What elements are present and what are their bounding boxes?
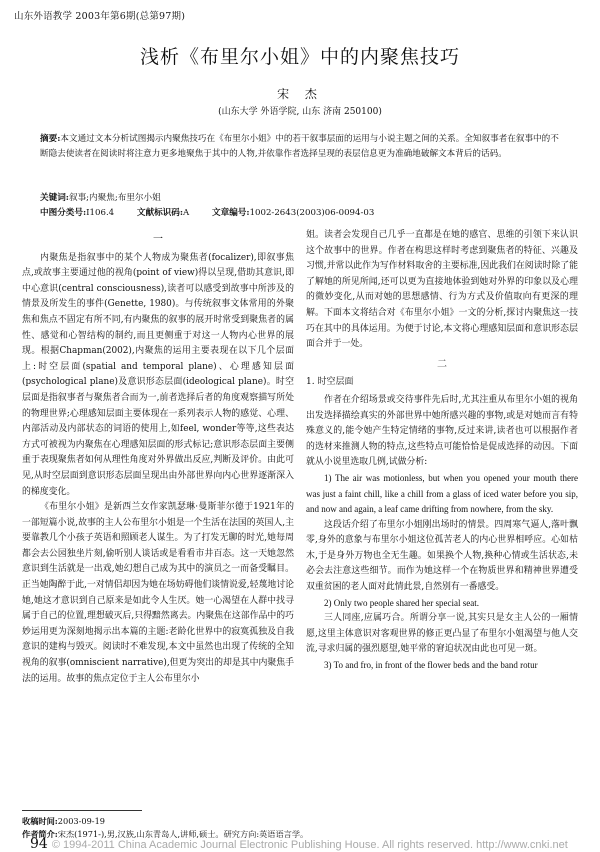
footnote-divider — [22, 810, 142, 811]
watermark-text: © 1994-2011 China Academic Journal Electronic Publishing House. All rights reserved. http://www.cnki.net — [51, 839, 568, 851]
classification-line — [40, 206, 560, 220]
article-number-label: 文章编号: — [212, 208, 250, 218]
article-title: 浅析《布里尔小姐》中的内聚焦技巧 — [139, 46, 460, 68]
paragraph: 三人同座,应属巧合。所谓分享一说,其实只是女主人公的一厢情愿,这里主体意识对客观世界的修正更凸显了布里尔小姐渴望与他人交流,寻求归属的强烈愿望,她平常的窘迫状况由此也可见一斑。 — [306, 613, 578, 655]
author-name: 宋 杰 — [277, 87, 323, 101]
received-label: 收稿时间: — [22, 816, 58, 826]
author-affiliation: (山东大学 外语学院, 山东 济南 250100) — [218, 107, 382, 117]
paragraph: 内聚焦是指叙事中的某个人物成为聚焦者(focalizer),即叙事焦点,或故事主要通过他的视角(point of view)得以呈现,借助其意识,即中心意识(central consciousness),读者可以感受到故事中所涉及的情景及所发生的事件(Genette, 1980)。与传统叙事文体常用的外聚焦和焦点不固定有所不同,有内聚焦的叙事的展开时常受到聚焦者的属性、感觉和心智结构的制约,而且更侧重于对这一人物内心世界的展现。根据Chapman(2002),内聚焦的运用主要表现在以下几个层面上:时空层面(spatial and temporal plane)、心理感知层面(psychological plane)及意识形态层面(ideological plane)。时空层面是指叙事者与聚焦者合而为一,前者选择后者的角度观察描写所处的物理世界;心理感知层面主要体现在一系列表示人物的感觉、心理、内部活动及内部状态的词语的使用上,如feel, wonder等等,这些表达方式可被视为内聚焦在心理感知层面的形式标记;意识形态层面主要侧重于表现聚焦者如何从理性角度对外界做出反应,判断及评价。由此可见,从时空层面到意识形态层面呈现出由外部世界向内心世界逐渐深入的梯度变化。 — [22, 252, 294, 497]
paragraph: 《布里尔小姐》是新西兰女作家凯瑟琳·曼斯菲尔德于1921年的一部短篇小说,故事的主人公布里尔小姐是一个生活在法国的英国人,主要靠教几个小孩子英语和照顾老人谋生。为了打发无聊的时光,她每周都会去公园独坐片刻,偷听别人谈话或是看看市井百态。这一天她忽然意识到生活就是一出戏,她幻想自己成为其中的演员之一而备受瞩目。正当她陶醉于此,一对情侣却因为她在场妨碍他们谈情说爱,轻蔑地讨论她,她这才意识到自己原来是如此令人生厌。她一心渴望在人群中找寻属于自己的位置,理想破灭后,只得黯然离去。内聚焦在这部作品中的巧妙运用更为深刻地揭示出本篇的主题:老龄化世界中的寂寞孤独及自我意识的建构与毁灭。阅读时不难发现,本文中虽然也出现了传统的全知视角的叙事(omniscient narrative),但更为突出的却是其中内聚焦手法的运用。故事的焦点定位于主人公布里尔小 — [22, 502, 294, 684]
article-number-value: 1002-2643(2003)06-0094-03 — [249, 208, 375, 218]
quotation-1: 1) The air was motionless, but when you opened your mouth there was just a faint chill, like a chill from a glass of iced water before you sip, and now and again, a leaf came drifting from nowhere, from the sky. — [306, 472, 578, 515]
abstract-label: 摘要: — [40, 134, 61, 144]
subsection-heading: 1. 时空层面 — [306, 377, 354, 388]
paragraph: 这段话介绍了布里尔小姐刚出场时的情景。四周寒气逼人,落叶飘零,身外的意象与布里尔小姐这位孤苦老人的内心世界相呼应。心如枯木,于是身外万物也全无生趣。如果换个人物,换种心情或生活状态,未必会去注意这些细节。而作为她这样一个在物质世界和精神世界遭受双重贫困的老人面对此情此景,自然别有一番感受。 — [306, 519, 578, 593]
author-bio-value: 宋杰(1971-),男,汉族,山东青岛人,讲师,硕士。研究方向:英语语言学。 — [57, 829, 309, 839]
right-column — [306, 228, 578, 674]
clc-label: 中图分类号: — [40, 208, 87, 218]
paragraph: 姐。读者会发现自己几乎一直都是在她的感官、思维的引领下来认识这个故事中的世界。作者在构思这样时考虑到聚焦者的特征、兴趣及习惯,并常以此作为写作材料取舍的主要标准,因此我们在阅读时除了能了解她的所见所闻,还可以更为直接地体验到她对外界的印象以及心理的微妙变化,从而对她的思想感情、行为方式及价值取向有更深的理解。下面本文将结合对《布里尔小姐》一文的分析,探讨内聚焦这一技巧在其中的具体运用。为便于讨论,本文将心理感知层面和意识形态层面合并于一处。 — [306, 230, 578, 350]
abstract — [40, 132, 560, 162]
section-heading-2: 二 — [437, 358, 447, 370]
quotation-2: 2) Only two people shared her special seat. — [324, 597, 479, 608]
section-heading-1: 一 — [153, 234, 163, 245]
paragraph: 作者在介绍场景或交待事件先后时,尤其注重从布里尔小姐的视角出发选择描绘真实的外部世界中她所感兴趣的事物,或是对她而言有特殊意义的,能令她产生特定情绪的事物,反过来讲,读者也可以根据作者的选材来推测人物的特点,这些特点可能恰恰是促成选择的动因。下面就从小说里选取几例,试做分析: — [306, 394, 578, 468]
keywords-label: 关键词: — [40, 193, 69, 203]
keywords-text: 叙事;内聚焦;布里尔小姐 — [68, 193, 161, 203]
keywords — [40, 191, 560, 205]
received-date — [22, 815, 582, 827]
clc-value: I106.4 — [86, 208, 115, 218]
left-column — [22, 228, 294, 687]
page-number-inline: 94 — [30, 836, 48, 852]
quotation-3: 3) To and fro, in front of the flower beds and the band rotur — [324, 660, 538, 671]
abstract-text: 本文通过文本分析试图揭示内聚焦技巧在《布里尔小姐》中的若干叙事层面的运用与小说主题之间的关系。全知叙事者在叙事中的不断隐去使读者在阅读时将注意力更多地聚焦于其中的人物,并依靠作者选择呈现的表层信息更为准确地破解文本背后的话码。 — [40, 134, 559, 159]
running-header: 山东外语教学 2003年第6期(总第97期) — [14, 11, 186, 22]
doc-code-label: 文献标识码: — [136, 208, 184, 218]
author-bio-label: 作者简介: — [22, 829, 58, 839]
doc-code-value: A — [183, 208, 190, 218]
received-value: 2003-09-19 — [57, 816, 105, 826]
